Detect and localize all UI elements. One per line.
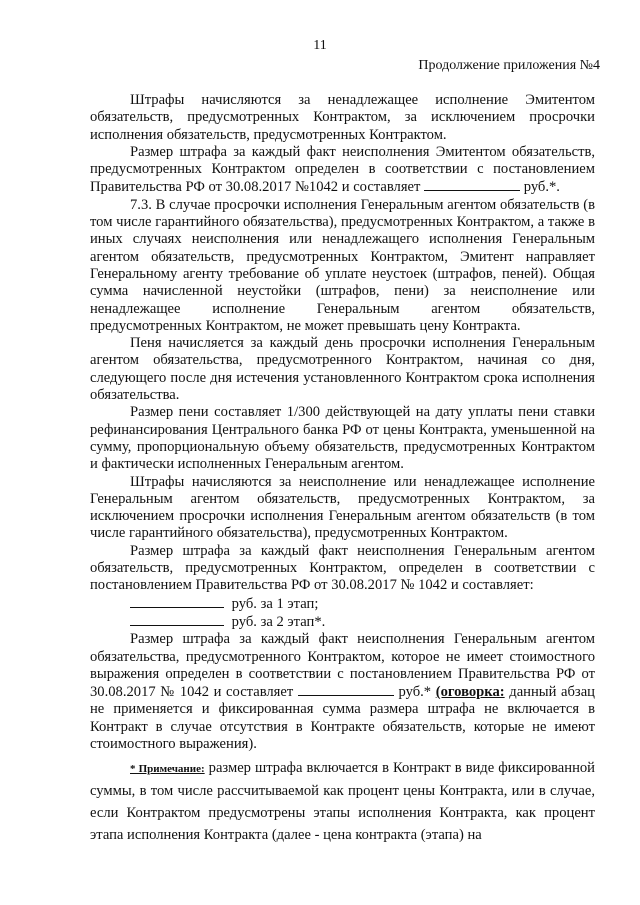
stage-1-line: руб. за 1 этап; [90, 595, 595, 613]
stage-2-line: руб. за 2 этап*. [90, 613, 595, 631]
amount-blank [130, 613, 224, 626]
page-number: 11 [313, 38, 327, 53]
footnote: * Примечание: размер штрафа включается в Контракт в виде фиксированной суммы, в том числе рассчитываемой как процент цены Контракта, или в случае, если Контрактом предусмотрены этапы исполнения Контракта, как процент этапа исполнения Контракта (далее - цена контракта (этапа) на [90, 760, 595, 844]
paragraph-fines-issuer: Штрафы начисляются за ненадлежащее исполнение Эмитентом обязательств, предусмотренных Контрактом, за исключением просрочки исполнения обязательств, предусмотренных Контрактом. [90, 92, 595, 143]
amount-blank [298, 683, 394, 696]
document-body [90, 92, 595, 846]
paragraph-non-monetary-fine: Размер штрафа за каждый факт неисполнения Генеральным агентом обязательства, предусмотренного Контрактом, которое не имеет стоимостного выражения определен в соответствии с постановлением Правительства РФ от 30.08.2017 № 1042 и составляет руб.* (оговорка: данный абзац не применяется и фиксированная сумма размера штрафа не включается в Контракт в случае отсутствия в Контракте обязательств, которые не имеют стоимостного выражения). [90, 631, 595, 752]
paragraph-fine-size-agent: Размер штрафа за каждый факт неисполнения Генеральным агентом обязательств, предусмотренных Контрактом, определен в соответствии с постановлением Правительства РФ от 30.08.2017 № 1042 и составляет: [90, 542, 595, 594]
paragraph-7-3: 7.3. В случае просрочки исполнения Генеральным агентом обязательств (в том числе гарантийного обязательства), предусмотренных Контрактом, а также в иных случаях неисполнения или ненадлежащего исполнения Генеральным агентом обязательств, предусмотренных Контрактом, Эмитент направляет Генеральному агенту требование об уплате неустоек (штрафов, пеней). Общая сумма начисленной неустойки (штрафов, пени) за неисполнение или ненадлежащее исполнение Генеральным агентом обязательств, предусмотренных Контрактом, не может превышать цену Контракта. [90, 196, 595, 334]
caveat-label: (оговорка: [435, 684, 505, 701]
paragraph-penalty: Пеня начисляется за каждый день просрочки исполнения Генеральным агентом обязательства, предусмотренного Контрактом, начиная со дня, следующего после дня истечения установленного Контрактом срока исполнения обязательства. [90, 335, 595, 404]
paragraph-fine-size-issuer: Размер штрафа за каждый факт неисполнения Эмитентом обязательств, предусмотренных Контрактом определен в соответствии с постановлением Правительства РФ от 30.08.2017 №1042 и составляет руб.*. [90, 143, 595, 196]
paragraph-fines-agent: Штрафы начисляются за неисполнение или ненадлежащее исполнение Генеральным агентом обязательств, предусмотренных Контрактом, за исключением просрочки исполнения Генеральным агентом обязательств (в том числе гарантийного обязательства), предусмотренных Контрактом. [90, 473, 595, 542]
paragraph-penalty-size: Размер пени составляет 1/300 действующей на дату уплаты пени ставки рефинансирования Центрального банка РФ от цены Контракта, уменьшенной на сумму, пропорциональную объему обязательств, предусмотренных Контрактом и фактически исполненных Генеральным агентом. [90, 404, 595, 473]
note-label: * Примечание: [130, 763, 205, 776]
appendix-label: Продолжение приложения №4 [418, 58, 600, 73]
amount-blank [130, 595, 224, 608]
amount-blank [424, 178, 520, 191]
